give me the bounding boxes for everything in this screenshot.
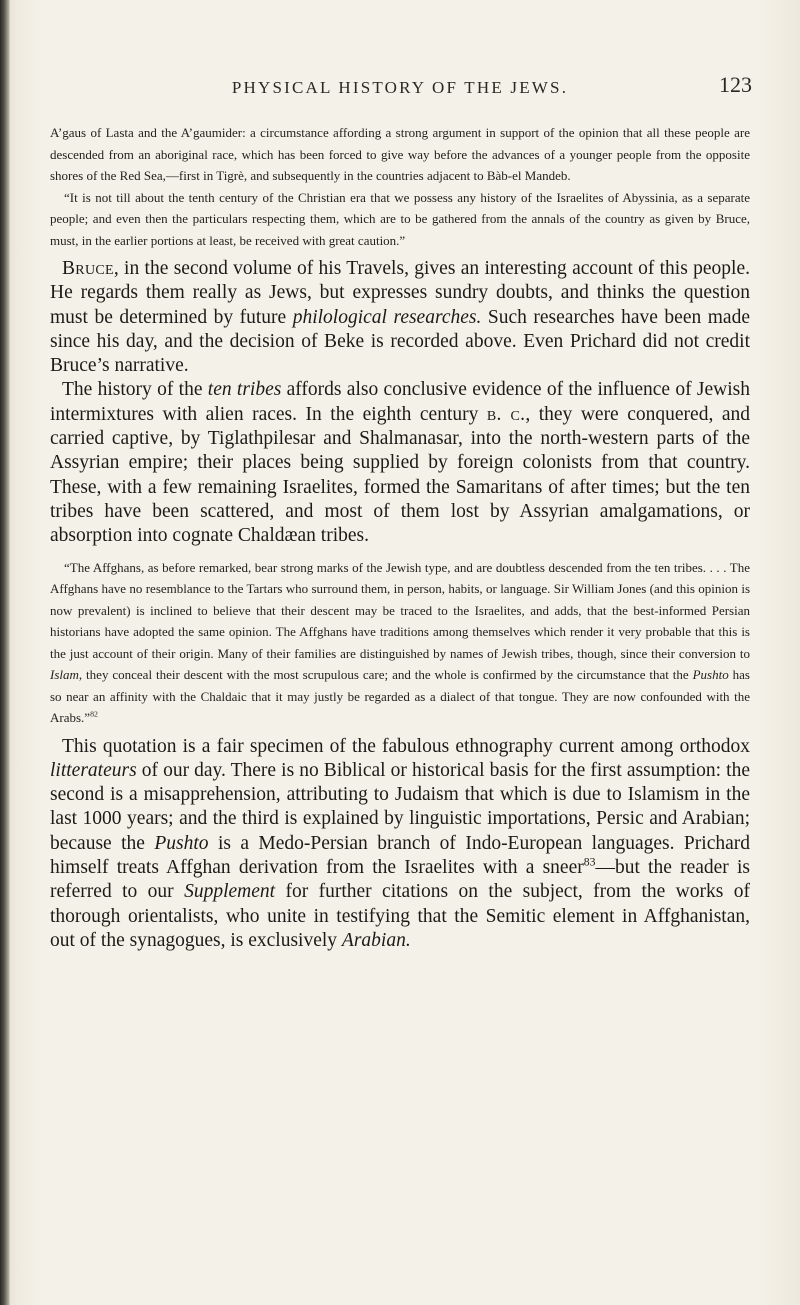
emphasis: Arabian.: [341, 929, 411, 951]
page-binding-edge: [0, 0, 10, 1305]
era-abbreviation: b. c.: [486, 403, 526, 425]
text: This quotation is a fair specimen of the fabulous ethnography current among orthodox: [62, 735, 750, 757]
text: —but the reader is referred to our: [50, 857, 751, 903]
page-number: 123: [719, 72, 752, 97]
text: , they were conquered, and carried captive, by Tiglathpilesar and Shalmanasar, into the north-western parts of the Assyrian empire; their places being supplied by foreign colonists from that country. These, with a few remaining Israelites, formed the Samaritans of after times; but the ten tribes have been scattered, and most of them lost by Assyrian amalgamations, or absorption into cognate Chaldæan tribes.: [50, 403, 750, 547]
paragraph-quotation-critique: [50, 735, 750, 954]
footnote-ref: 82: [90, 709, 98, 719]
emphasis: ten tribes: [207, 379, 282, 401]
emphasis: Pushto: [154, 832, 209, 854]
text: is a Medo-Persian branch of Indo-European languages. Prichard himself treats Affghan derivation from the Israelites with a sneer: [50, 832, 750, 879]
emphasis: Supplement: [184, 881, 276, 903]
paragraph-ten-tribes: [50, 378, 750, 548]
quoted-paragraph-agaus: A’gaus of Lasta and the A’gaumider: a circumstance affording a strong argument in support of the opinion that all these people are descended from an aboriginal race, which has been forced to give way before the advances of a younger people from the opposite shores of the Red Sea,—first in Tigrè, and subsequently in the countries adjacent to Bàb-el Mandeb.: [50, 125, 750, 183]
emphasis: Islam: [50, 667, 79, 683]
text: of our day. There is no Biblical or historical basis for the first assumption: the second is a misapprehension, attributing to Judaism that which is due to Islamism in the last 1000 years; and the third is explained by linguistic importations, Persic and Arabian; because the: [50, 759, 750, 854]
page-header: [40, 72, 760, 112]
footnote-ref: 83: [583, 855, 596, 869]
emphasis: Pushto: [692, 667, 729, 683]
quoted-paragraph-affghans: [50, 557, 750, 729]
text: for further citations on the subject, from the works of thorough orientalists, who unite in testifying that the Semitic element in Affghanistan, out of the synagogues, is exclusively: [50, 881, 750, 951]
paragraph-bruce: [50, 257, 750, 378]
text: Such researches have been made since his day, and the decision of Beke is recorded above. Even Prichard did not credit Bruce’s narrative.: [50, 306, 750, 377]
text: has so near an affinity with the Chaldaic that it may justly be regarded as a dialect of that tongue. They are now confounded with the Arabs.”: [50, 667, 750, 726]
text: , they conceal their descent with the most scrupulous care; and the whole is confirmed by the circumstance that the: [78, 667, 693, 683]
running-head: PHYSICAL HISTORY OF THE JEWS.: [231, 78, 569, 97]
name-bruce: Bruce: [62, 258, 114, 279]
quoted-paragraph-abyssinia: “It is not till about the tenth century of the Christian era that we possess any history of the Israelites of Abyssinia, as a separate people; and even then the particulars respecting them, which are to be gathered from the annals of the country as given by Bruce, must, in the earlier portions at least, be received with great caution.”: [50, 189, 750, 248]
page-body: [50, 122, 750, 953]
text: , in the second volume of his Travels, gives an interesting account of this people. He regards them really as Jews, but expresses sundry doubts, and thinks the question must be determined by future: [50, 258, 750, 328]
text: “The Affghans, as before remarked, bear strong marks of the Jewish type, and are doubtless descended from the ten tribes. . . . The Affghans have no resemblance to the Tartars who surround them, in person, habits, or language. Sir William Jones (and this opinion is now prevalent) is inclined to believe that their descent may be traced to the Israelites, and adds, that the best-informed Persian historians have adopted the same opinion. The Affghans have traditions among themselves which render it very probable that this is the just account of their origin. Many of their families are distinguished by names of Jewish tribes, though, since their conversion to: [50, 559, 750, 661]
emphasis: litterateurs: [50, 759, 137, 781]
text: The history of the: [62, 379, 208, 401]
text: affords also conclusive evidence of the influence of Jewish intermixtures with alien races. In the eighth century: [50, 379, 750, 425]
emphasis: philological researches.: [292, 306, 482, 328]
